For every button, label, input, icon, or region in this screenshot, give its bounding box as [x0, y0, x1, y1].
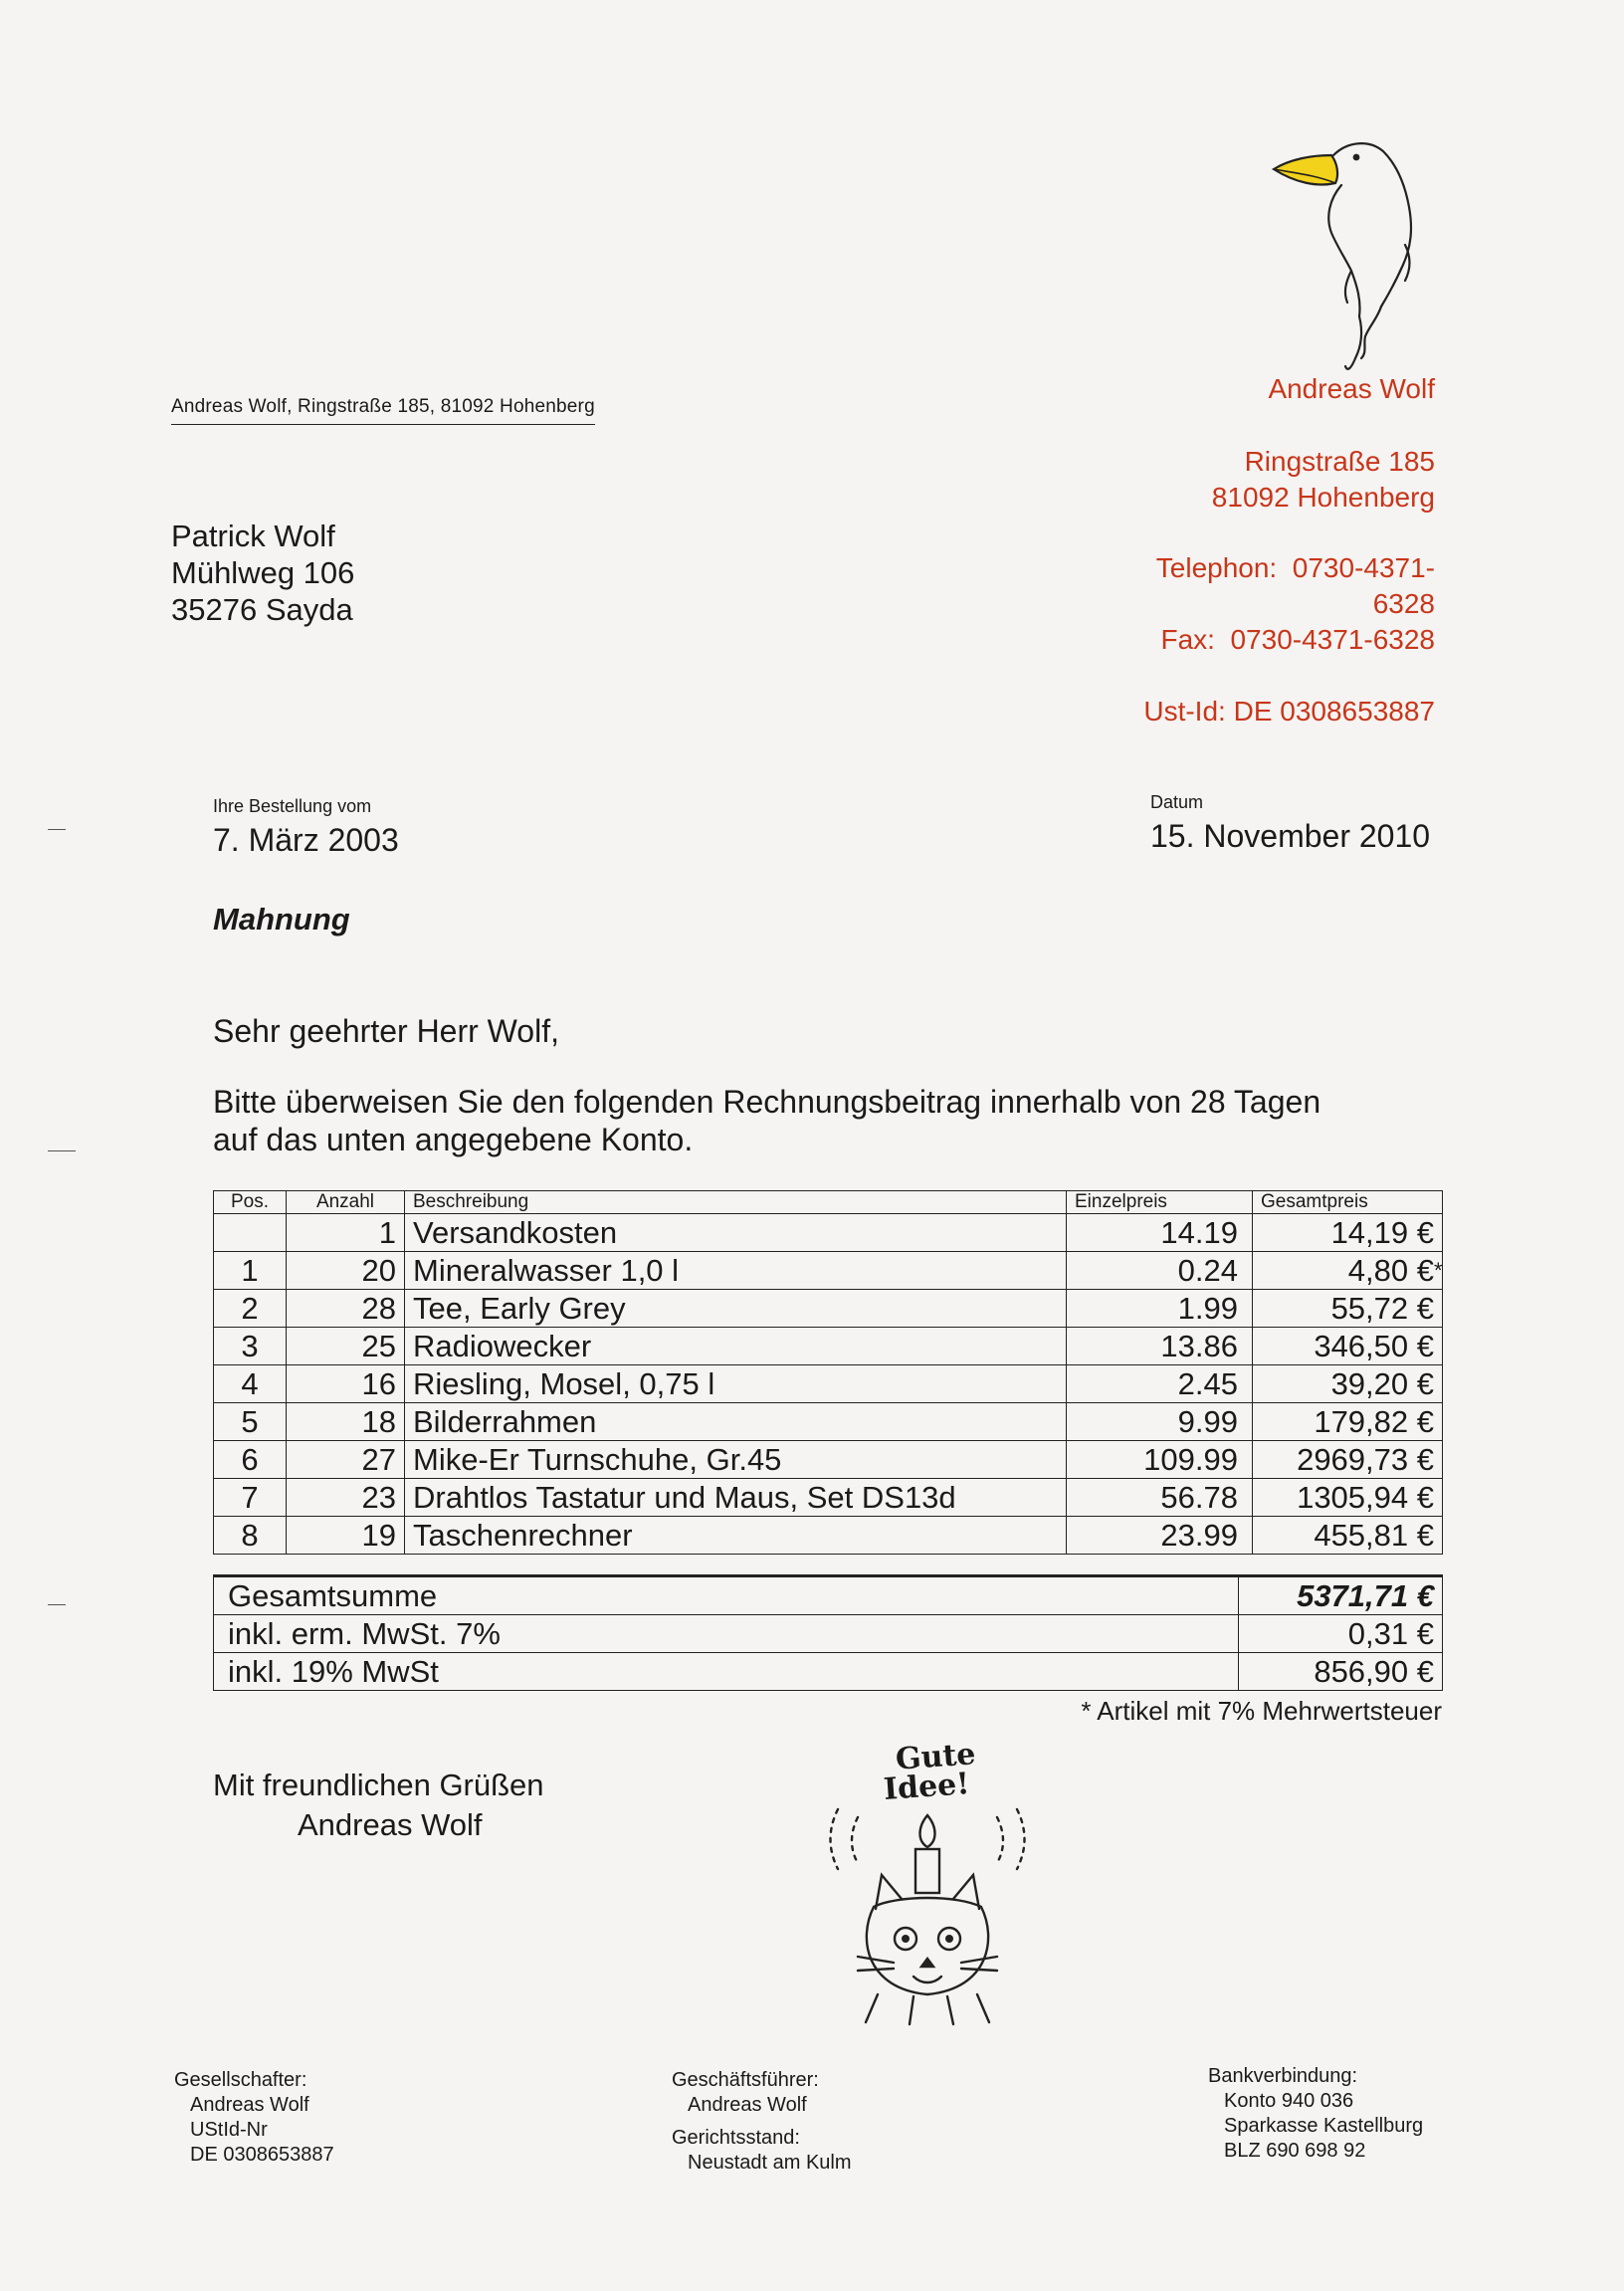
closing-block	[213, 1766, 544, 1845]
row-pos: 3	[214, 1328, 287, 1365]
row-unit-price: 2.45	[1067, 1365, 1253, 1403]
footer-bank-code: BLZ 690 698 92	[1224, 2140, 1366, 2162]
table-row	[214, 1403, 1443, 1441]
row-total-price: 455,81 €	[1253, 1517, 1443, 1555]
row-unit-price: 0.24	[1067, 1252, 1253, 1290]
row-description: Riesling, Mosel, 0,75 l	[405, 1365, 1067, 1403]
stamp-text-line-1: Gute	[894, 1737, 977, 1777]
intro-line-1: Bitte überweisen Sie den folgenden Rechnungsbeitrag innerhalb von 28 Tagen	[213, 1084, 1321, 1120]
header-unit-price: Einzelpreis	[1067, 1191, 1253, 1214]
recipient-street: Mühlweg 106	[171, 555, 355, 590]
intro-paragraph	[213, 1083, 1447, 1158]
row-mark: *	[1434, 1258, 1443, 1283]
row-total-price: 55,72 €	[1253, 1290, 1443, 1328]
vat19-value: 856,90 €	[1239, 1653, 1443, 1691]
letterhead-fax: Fax: 0730-4371-6328	[1160, 624, 1435, 655]
date-label: Datum	[1150, 792, 1204, 812]
closing-greeting: Mit freundlichen Grüßen	[213, 1768, 544, 1802]
footer-shareholder	[174, 2068, 334, 2168]
footer-bank-account: Konto 940 036	[1224, 2090, 1354, 2112]
footer-bank	[1208, 2064, 1423, 2164]
row-pos: 2	[214, 1290, 287, 1328]
row-quantity: 27	[287, 1441, 405, 1479]
table-row	[214, 1252, 1443, 1290]
table-row	[214, 1365, 1443, 1403]
totals-table	[213, 1574, 1443, 1691]
vat-footnote: * Artikel mit 7% Mehrwertsteuer	[1081, 1696, 1442, 1726]
row-quantity: 23	[287, 1479, 405, 1517]
row-quantity: 25	[287, 1328, 405, 1365]
footer-bank-name: Sparkasse Kastellburg	[1224, 2115, 1424, 2137]
row-description: Radiowecker	[405, 1328, 1067, 1365]
row-description: Bilderrahmen	[405, 1403, 1067, 1441]
letter-date: 15. November 2010	[1150, 818, 1431, 854]
footer-shareholder-title: Gesellschafter:	[174, 2069, 307, 2091]
row-quantity: 1	[287, 1214, 405, 1252]
table-row	[214, 1441, 1443, 1479]
row-description: Versandkosten	[405, 1214, 1067, 1252]
row-description: Tee, Early Grey	[405, 1290, 1067, 1328]
footer-management	[672, 2068, 852, 2176]
row-quantity: 20	[287, 1252, 405, 1290]
letterhead-phone: Telephon: 0730-4371-	[1155, 552, 1435, 583]
row-description: Mineralwasser 1,0 l	[405, 1252, 1067, 1290]
cat-candle-drawing	[818, 1799, 1037, 2028]
footer-court-title: Gerichtsstand:	[672, 2127, 800, 2149]
table-row	[214, 1290, 1443, 1328]
row-unit-price: 1.99	[1067, 1290, 1253, 1328]
footer-bank-title: Bankverbindung:	[1208, 2065, 1358, 2087]
row-pos: 8	[214, 1517, 287, 1555]
vat7-value: 0,31 €	[1239, 1615, 1443, 1653]
fold-mark-middle	[48, 1150, 76, 1151]
row-unit-price: 23.99	[1067, 1517, 1253, 1555]
letterhead-name: Andreas Wolf	[1268, 373, 1435, 404]
row-quantity: 19	[287, 1517, 405, 1555]
row-pos	[214, 1214, 287, 1252]
order-date: 7. März 2003	[213, 822, 399, 858]
letterhead-phone-cont: 6328	[1372, 588, 1435, 619]
stamp-text-line-2: Idee!	[882, 1767, 971, 1807]
letterhead-city: 81092 Hohenberg	[1211, 482, 1435, 513]
sender-return-address: Andreas Wolf, Ringstraße 185, 81092 Hohenberg	[171, 396, 595, 425]
row-total-price: 2969,73 €	[1253, 1441, 1443, 1479]
vat7-label: inkl. erm. MwSt. 7%	[214, 1615, 1239, 1653]
table-row	[214, 1214, 1443, 1252]
fold-mark-top	[48, 829, 66, 830]
footer-manager-name: Andreas Wolf	[688, 2094, 807, 2116]
header-total-price: Gesamtpreis	[1253, 1191, 1443, 1214]
vat7-row	[214, 1615, 1443, 1653]
row-unit-price: 56.78	[1067, 1479, 1253, 1517]
table-row	[214, 1479, 1443, 1517]
row-total-price: 1305,94 €	[1253, 1479, 1443, 1517]
recipient-name: Patrick Wolf	[171, 519, 335, 553]
gute-idee-stamp	[818, 1737, 1037, 2028]
table-row	[214, 1517, 1443, 1555]
letterhead-vat-id: Ust-Id: DE 0308653887	[1143, 696, 1435, 727]
order-date-label: Ihre Bestellung vom	[213, 796, 372, 816]
invoice-header-row	[214, 1191, 1443, 1214]
grand-total-row	[214, 1576, 1443, 1615]
header-description: Beschreibung	[405, 1191, 1067, 1214]
row-description: Drahtlos Tastatur und Maus, Set DS13d	[405, 1479, 1067, 1517]
row-total-price: 4,80 € *	[1253, 1252, 1443, 1290]
salutation: Sehr geehrter Herr Wolf,	[213, 1013, 559, 1049]
row-pos: 6	[214, 1441, 287, 1479]
row-pos: 7	[214, 1479, 287, 1517]
raven-logo	[1266, 137, 1433, 372]
vat19-row	[214, 1653, 1443, 1691]
row-total-price: 14,19 €	[1253, 1214, 1443, 1252]
fold-mark-bottom	[48, 1604, 66, 1605]
row-unit-price: 14.19	[1067, 1214, 1253, 1252]
header-quantity: Anzahl	[287, 1191, 405, 1214]
recipient-city: 35276 Sayda	[171, 592, 353, 627]
footer-vat-label: UStId-Nr	[190, 2119, 268, 2141]
header-pos: Pos.	[214, 1191, 287, 1214]
row-quantity: 28	[287, 1290, 405, 1328]
row-unit-price: 9.99	[1067, 1403, 1253, 1441]
grand-total-label: Gesamtsumme	[214, 1576, 1239, 1615]
row-unit-price: 109.99	[1067, 1441, 1253, 1479]
row-quantity: 16	[287, 1365, 405, 1403]
row-total-price: 179,82 €	[1253, 1403, 1443, 1441]
recipient-address	[171, 518, 354, 628]
footer-shareholder-name: Andreas Wolf	[190, 2094, 309, 2116]
row-unit-price: 13.86	[1067, 1328, 1253, 1365]
invoice-table	[213, 1190, 1443, 1555]
footer-vat-number: DE 0308653887	[190, 2144, 334, 2166]
row-pos: 4	[214, 1365, 287, 1403]
row-pos: 5	[214, 1403, 287, 1441]
row-total-price: 39,20 €	[1253, 1365, 1443, 1403]
letterhead-street: Ringstraße 185	[1244, 446, 1435, 477]
intro-line-2: auf das unten angegebene Konto.	[213, 1122, 694, 1157]
row-description: Taschenrechner	[405, 1517, 1067, 1555]
row-quantity: 18	[287, 1403, 405, 1441]
footer-court-name: Neustadt am Kulm	[688, 2152, 852, 2174]
grand-total-value: 5371,71 €	[1239, 1576, 1443, 1615]
row-description: Mike-Er Turnschuhe, Gr.45	[405, 1441, 1067, 1479]
row-total-price: 346,50 €	[1253, 1328, 1443, 1365]
vat19-label: inkl. 19% MwSt	[214, 1653, 1239, 1691]
row-pos: 1	[214, 1252, 287, 1290]
closing-name: Andreas Wolf	[298, 1807, 483, 1842]
subject-heading: Mahnung	[213, 902, 350, 937]
footer-manager-title: Geschäftsführer:	[672, 2069, 819, 2091]
table-row	[214, 1328, 1443, 1365]
